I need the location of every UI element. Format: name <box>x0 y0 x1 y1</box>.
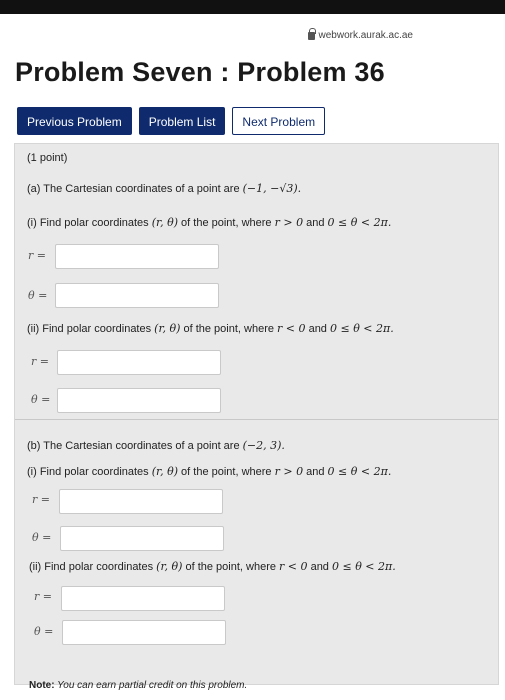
question-math: 0 ≤ θ < 2π. <box>327 465 392 478</box>
lock-icon <box>308 32 315 40</box>
part-b-i-question <box>27 465 391 478</box>
theta-label: θ = <box>31 393 51 406</box>
question-math: (r, θ) <box>156 560 183 573</box>
top-bar <box>0 0 505 14</box>
part-b-ii-question <box>29 560 396 573</box>
part-a-point: (−1, −√3). <box>242 182 302 195</box>
section-divider <box>15 419 498 420</box>
page-title: Problem Seven : Problem 36 <box>15 57 385 87</box>
r-label: r = <box>28 249 46 262</box>
note-label: Note: <box>29 680 55 691</box>
question-text: of the point, where <box>177 217 275 229</box>
theta-label: θ = <box>32 531 52 544</box>
question-math: (r, θ) <box>154 322 181 335</box>
address-bar[interactable] <box>308 30 414 41</box>
points-text: (1 point) <box>27 152 68 164</box>
question-text: of the point, where <box>180 323 278 335</box>
part-b-point: (−2, 3). <box>242 439 285 452</box>
next-problem-button[interactable]: Next Problem <box>232 107 325 135</box>
b-i-r-input[interactable] <box>59 489 223 514</box>
question-math: r > 0 <box>274 465 304 478</box>
question-math: r > 0 <box>274 216 304 229</box>
a-ii-r-input[interactable] <box>57 350 221 375</box>
question-math: (r, θ) <box>151 465 178 478</box>
partial-credit-note <box>29 680 247 691</box>
b-i-theta-input[interactable] <box>60 526 224 551</box>
question-math: r < 0 <box>277 322 306 335</box>
r-label: r = <box>34 590 52 603</box>
r-label: r = <box>31 355 49 368</box>
r-label: r = <box>32 493 50 506</box>
question-text: and <box>303 217 328 229</box>
question-math: 0 ≤ θ < 2π. <box>329 322 394 335</box>
part-a-intro-text: (a) The Cartesian coordinates of a point are <box>27 183 243 195</box>
a-i-r-input[interactable] <box>55 244 219 269</box>
question-text: and <box>303 466 328 478</box>
b-ii-r-input[interactable] <box>61 586 225 611</box>
part-b-intro-text: (b) The Cartesian coordinates of a point are <box>27 440 243 452</box>
previous-problem-button[interactable]: Previous Problem <box>17 107 132 135</box>
question-text: (i) Find polar coordinates <box>27 217 152 229</box>
theta-label: θ = <box>28 289 48 302</box>
a-i-theta-input[interactable] <box>55 283 219 308</box>
part-a-intro <box>27 182 301 195</box>
problem-nav <box>17 107 325 135</box>
problem-list-button[interactable]: Problem List <box>139 107 226 135</box>
a-ii-theta-input[interactable] <box>57 388 221 413</box>
question-text: of the point, where <box>182 561 280 573</box>
b-ii-theta-input[interactable] <box>62 620 226 645</box>
question-text: (ii) Find polar coordinates <box>27 323 155 335</box>
note-text: You can earn partial credit on this problem. <box>54 680 248 691</box>
question-math: 0 ≤ θ < 2π. <box>331 560 396 573</box>
part-a-ii-question <box>27 322 394 335</box>
problem-body <box>14 143 499 691</box>
question-text: and <box>305 323 330 335</box>
part-a-i-question <box>27 216 391 229</box>
question-math: 0 ≤ θ < 2π. <box>327 216 392 229</box>
question-text: (i) Find polar coordinates <box>27 466 152 478</box>
question-math: (r, θ) <box>151 216 178 229</box>
part-b-intro <box>27 439 285 452</box>
theta-label: θ = <box>34 625 54 638</box>
question-text: and <box>307 561 332 573</box>
question-text: of the point, where <box>177 466 275 478</box>
question-math: r < 0 <box>279 560 308 573</box>
question-text: (ii) Find polar coordinates <box>29 561 157 573</box>
url-text: webwork.aurak.ac.ae <box>318 30 413 41</box>
